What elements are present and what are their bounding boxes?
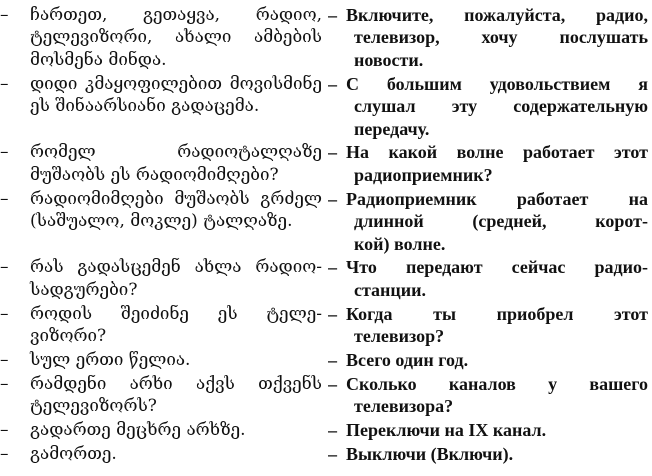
russian-text: слушал эту содержательную [354, 96, 648, 117]
russian-text: Включите, пожалуйста, радио, [346, 5, 648, 25]
russian-line [328, 395, 650, 417]
russian-text: Радиоприемник работает на [346, 188, 648, 209]
dash-mark: – [328, 350, 337, 370]
georgian-text: სულ ერთი წელია. [30, 350, 191, 370]
georgian-text: გადართე მეცხრე არხზე. [30, 420, 246, 441]
dash-mark: – [0, 257, 9, 278]
russian-line [328, 210, 650, 232]
georgian-text: დიდი კმაყოფილებით მოვისმინე [30, 73, 322, 94]
russian-text: новости. [354, 49, 424, 70]
russian-line [328, 349, 650, 371]
russian-line [328, 4, 650, 26]
georgian-line [0, 73, 326, 95]
dash-mark: – [328, 73, 337, 94]
russian-line [328, 73, 650, 95]
dash-mark: – [0, 444, 9, 465]
russian-text: Сколько каналов у вашего [346, 373, 648, 394]
russian-text: телевизор, хочу послушать [354, 27, 648, 48]
russian-line [328, 443, 650, 465]
russian-line [328, 141, 650, 163]
dash-mark: – [0, 142, 9, 163]
dash-mark: – [328, 373, 337, 394]
georgian-text: (საშუალო, მოკლე) ტალღაზე. [30, 211, 293, 232]
dash-mark: – [328, 444, 337, 465]
georgian-line [0, 349, 326, 371]
dash-mark: – [328, 5, 337, 25]
georgian-line [0, 395, 326, 417]
dash-mark: – [0, 303, 9, 324]
dash-mark: – [0, 73, 9, 94]
russian-line [328, 118, 650, 140]
russian-text: Когда ты приобрел этот [346, 303, 648, 324]
russian-text: Выключи (Включи). [346, 444, 514, 465]
georgian-text: ეს შინაარსიანი გადაცემა. [30, 96, 260, 117]
russian-line [328, 233, 650, 255]
georgian-line [0, 210, 326, 232]
georgian-text: ჩართეთ, გეთაყვა, რადიო, [30, 5, 322, 25]
dash-mark: – [328, 303, 337, 324]
georgian-line [0, 373, 326, 395]
georgian-line [0, 95, 326, 117]
georgian-line [0, 419, 326, 441]
dash-mark: – [0, 5, 9, 25]
russian-text: станции. [354, 279, 427, 300]
georgian-line [0, 141, 326, 163]
dash-mark: – [0, 420, 9, 441]
russian-line [328, 49, 650, 71]
russian-line [328, 164, 650, 186]
georgian-text: რას გადასცემენ ახლა რადიო- [30, 257, 322, 278]
russian-line [328, 419, 650, 441]
dash-mark: – [0, 373, 9, 394]
russian-line [328, 373, 650, 395]
russian-line [328, 279, 650, 301]
georgian-text: მუშაობს ეს რადიომიმღები? [30, 164, 279, 185]
russian-text: телевизор? [354, 326, 445, 347]
russian-text: телевизора? [354, 396, 454, 417]
georgian-text: მოსმენა მინდა. [30, 49, 167, 70]
georgian-line [0, 26, 326, 48]
georgian-line [0, 4, 326, 26]
dash-mark: – [0, 350, 9, 370]
georgian-line [0, 303, 326, 325]
russian-text: радиоприемник? [354, 164, 493, 185]
russian-line [328, 325, 650, 347]
georgian-line [0, 279, 326, 301]
dash-mark: – [328, 420, 337, 441]
russian-text: передачу. [354, 118, 430, 139]
georgian-line [0, 325, 326, 347]
russian-line [328, 26, 650, 48]
russian-text: кой) волне. [354, 233, 446, 254]
russian-text: Что передают сейчас радио- [346, 257, 648, 278]
russian-text: С большим удовольствием я [346, 73, 648, 94]
dash-mark: – [328, 188, 337, 209]
russian-text: На какой волне работает этот [346, 142, 648, 163]
dash-mark: – [0, 188, 9, 209]
russian-line [328, 256, 650, 278]
dash-mark: – [328, 257, 337, 278]
georgian-text: ვიზორი? [30, 326, 107, 347]
russian-text: Переключи на IX канал. [346, 420, 547, 441]
georgian-text: რადიომიმღები მუშაობს გრძელ [30, 188, 322, 209]
georgian-text: ტელევიზორს? [30, 396, 157, 417]
russian-line [328, 95, 650, 117]
russian-line [328, 303, 650, 325]
georgian-line [0, 164, 326, 186]
georgian-text: რამდენი არხი აქვს თქვენს [30, 373, 322, 394]
georgian-line [0, 49, 326, 71]
georgian-text: სადგურები? [30, 279, 138, 300]
russian-text: Всего один год. [346, 350, 469, 370]
georgian-line [0, 188, 326, 210]
russian-line [328, 188, 650, 210]
georgian-text: რომელ რადიოტალღაზე [30, 142, 322, 163]
dash-mark: – [328, 142, 337, 163]
georgian-line [0, 256, 326, 278]
georgian-text: ტელევიზორი, ახალი ამბების [30, 27, 322, 48]
georgian-text: გამორთე. [30, 444, 117, 465]
russian-text: длинной (средней, корот- [354, 211, 648, 232]
georgian-line [0, 443, 326, 465]
georgian-text: როდის შეიძინე ეს ტელე- [30, 303, 322, 324]
